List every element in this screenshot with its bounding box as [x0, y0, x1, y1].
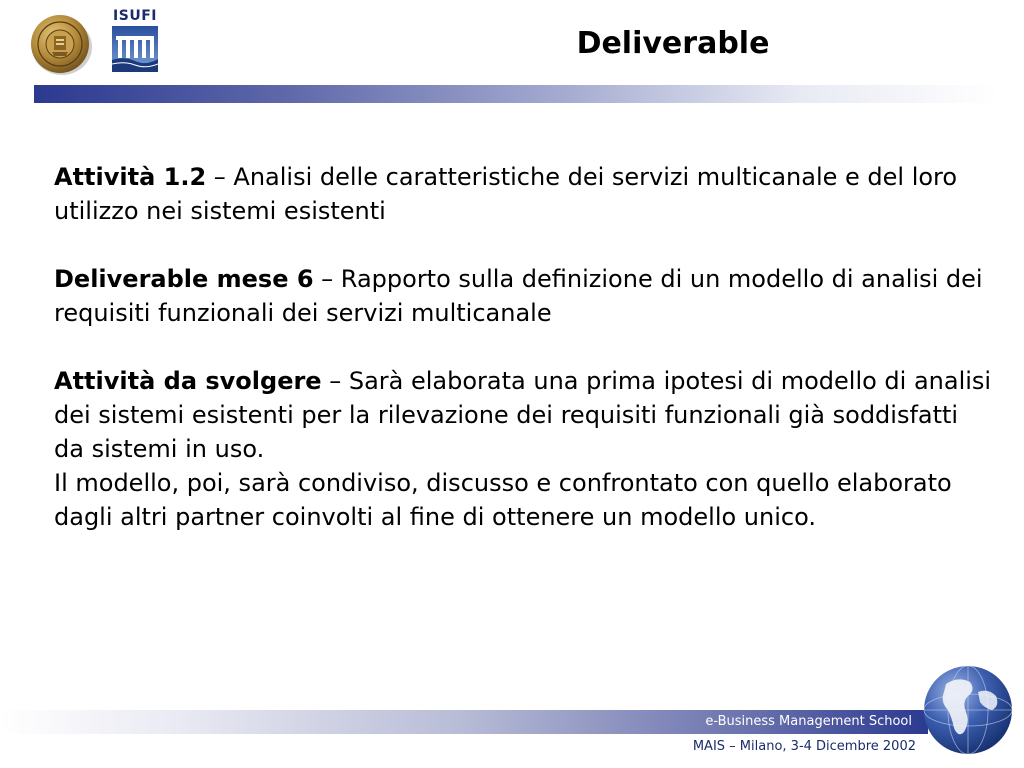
paragraph-deliverable [54, 262, 994, 330]
paragraph-lead: Deliverable mese 6 [54, 265, 314, 293]
paragraph-text: – Sarà elaborata una prima ipotesi di modello di analisi dei sistemi esistenti per la rilevazione dei requisiti funzionali già soddisfatti da sistemi in uso. [54, 367, 992, 463]
header-gradient-bar [34, 85, 998, 103]
university-seal-icon [28, 12, 92, 76]
slide-title: Deliverable [576, 26, 770, 61]
paragraph-text: – Rapporto sulla definizione di un modello di analisi dei requisiti funzionali dei servizi multicanale [54, 265, 983, 327]
isufi-logo [108, 8, 162, 74]
paragraph-text: Il modello, poi, sarà condiviso, discusso e confrontato con quello elaborato dagli altri partner coinvolti al fine di ottenere un modello unico. [54, 469, 952, 531]
paragraph-text: – Analisi delle caratteristiche dei servizi multicanale e del loro utilizzo nei sistemi esistenti [54, 163, 958, 225]
paragraph-tasks [54, 364, 994, 466]
paragraph-lead: Attività 1.2 [54, 163, 207, 191]
footer-event-info: MAIS – Milano, 3-4 Dicembre 2002 [692, 739, 916, 754]
globe-icon [918, 662, 1018, 758]
paragraph-activity [54, 160, 994, 228]
footer-school-name: e-Business Management School [705, 714, 912, 729]
paragraph-lead: Attività da svolgere [54, 367, 322, 395]
paragraph-model [54, 466, 994, 534]
isufi-logo-text: ISUFI [113, 8, 157, 24]
slide-body [54, 160, 994, 534]
isufi-logo-icon [112, 26, 158, 72]
